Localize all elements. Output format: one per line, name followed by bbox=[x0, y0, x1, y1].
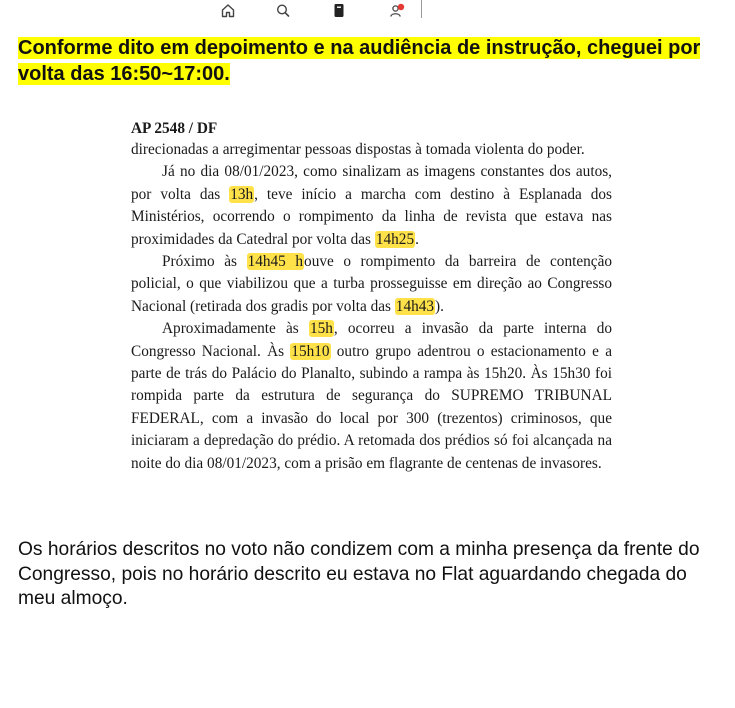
home-icon[interactable] bbox=[220, 3, 236, 18]
paragraph-text: Já no dia 08/01/2023, como sinalizam as imagens constantes dos autos, por volta das bbox=[131, 163, 612, 203]
viewer-toolbar bbox=[205, 0, 435, 20]
paragraph-1: direcionadas a arregimentar pessoas dispostas à tomada violenta do poder. bbox=[131, 141, 585, 158]
time-highlight: 14h45 h bbox=[247, 253, 304, 271]
paragraph-text: . bbox=[415, 230, 419, 248]
commentary-text: Os horários descritos no voto não condizem com a minha presença da frente do Congresso, pois no horário descrito eu estava no Flat aguardando chegada do meu almoço. bbox=[18, 539, 700, 610]
time-highlight: 14h43 bbox=[395, 297, 435, 315]
search-icon[interactable] bbox=[275, 3, 291, 18]
time-highlight: 15h10 bbox=[291, 342, 330, 360]
paragraph-text: Próximo às bbox=[162, 253, 247, 271]
paragraph-text: , teve início a marcha com destino à Esplanada dos Ministérios, ocorrendo o rompimento da linha de revista que estava nas proximidades da Catedral por volta das bbox=[131, 185, 613, 248]
paragraph-text: , ocorreu a invasão da parte interna do Congresso Nacional. Às bbox=[131, 320, 612, 360]
paragraph-text: Aproximadamente às bbox=[162, 320, 309, 338]
toolbar-divider bbox=[421, 0, 422, 18]
paragraph-4 bbox=[131, 318, 612, 475]
time-highlight: 13h bbox=[230, 185, 254, 203]
time-highlight: 14h25 bbox=[375, 230, 415, 248]
paragraph-text: ouve o rompimento da barreira de contenção policial, o que viabilizou que a turba prosseguisse em direção ao Congresso Nacional (retirada dos gradis por volta das bbox=[131, 253, 613, 315]
bookmark-icon[interactable] bbox=[331, 3, 347, 18]
paragraph-text: outro grupo adentrou o estacionamento e a parte de trás do Palácio do Planalto, subindo a rampa às 15h20. Às 15h30 foi rompida parte da estrutura de segurança do SUPREMO TRIBUNAL FEDERAL, com a invasão do local por 300 (trezentos) criminosos, que iniciaram a depredação do prédio. A retomada dos prédios só foi alcançada na noite do dia 08/01/2023, com a prisão em flagrante de centenas de invasores. bbox=[131, 342, 612, 472]
paragraph-3 bbox=[131, 251, 612, 318]
user-notification-icon[interactable] bbox=[389, 3, 405, 18]
court-document-excerpt bbox=[131, 119, 612, 475]
heading-text: Conforme dito em depoimento e na audiência de instrução, cheguei por volta das 16:50~17:00. bbox=[18, 37, 701, 85]
paragraph-text: ). bbox=[435, 297, 444, 315]
time-highlight: 15h bbox=[309, 320, 333, 338]
paragraph-2 bbox=[131, 161, 612, 251]
case-reference: AP 2548 / DF bbox=[131, 120, 218, 137]
highlighted-heading bbox=[18, 35, 718, 87]
